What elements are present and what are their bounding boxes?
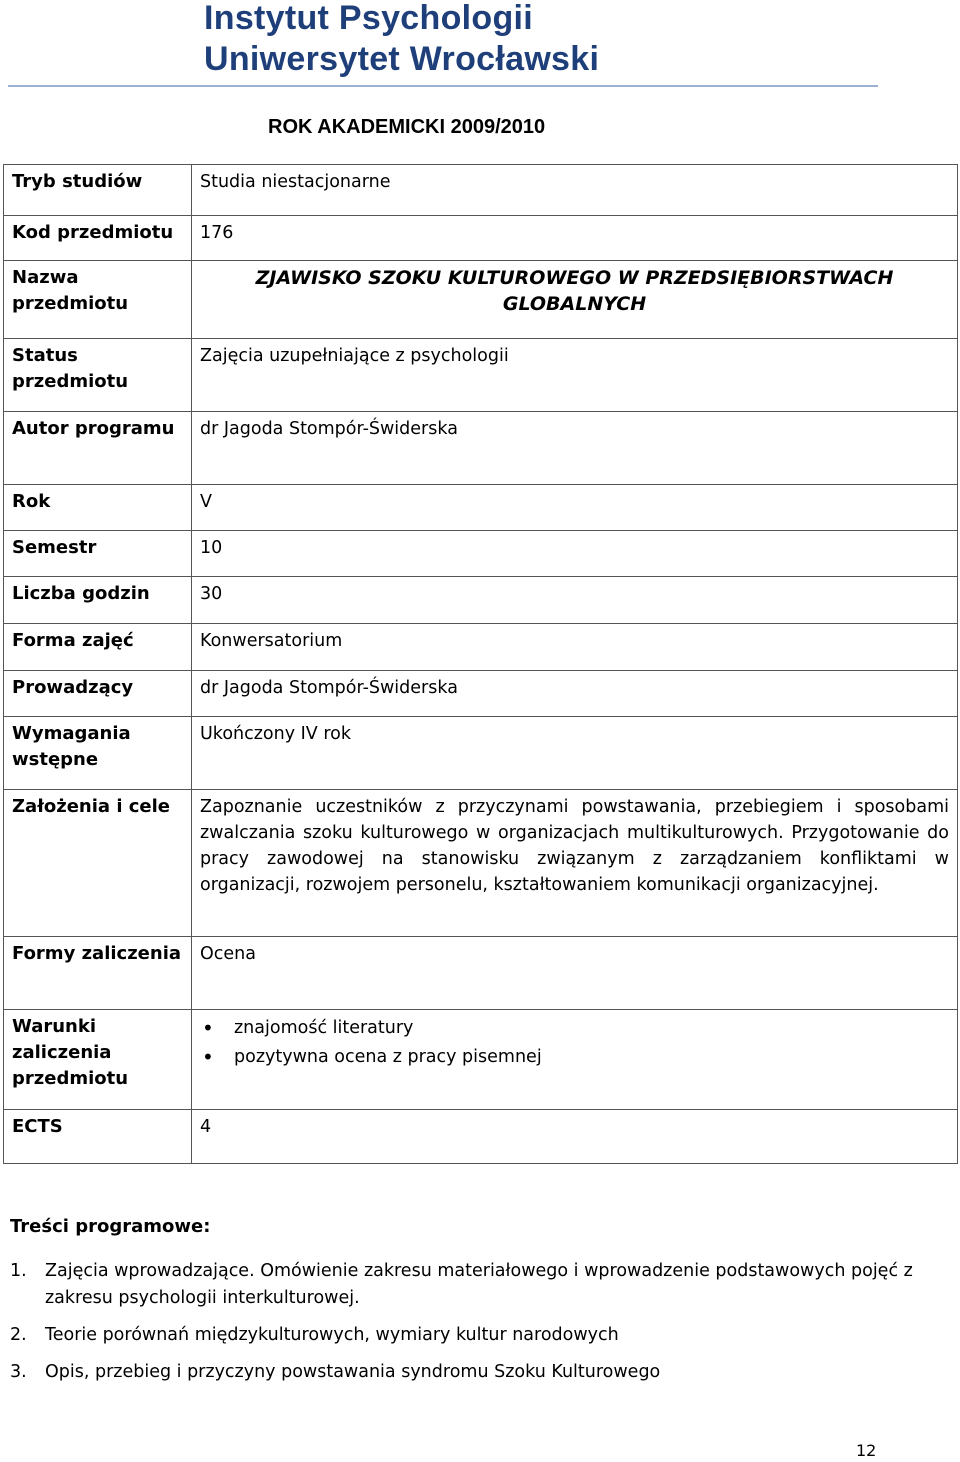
label-cele: Założenia i cele	[4, 790, 192, 937]
value-cele: Zapoznanie uczestników z przyczynami powstawania, przebiegiem i sposobami zwalczania szoku kulturowego w organizacjach multikulturowych. Przygotowanie do pracy zawodowej na stanowisku związanym z zarządzaniem konfliktami w organizacji, rozwojem personelu, kształtowaniem komunikacji organizacyjnej.	[192, 790, 958, 937]
value-ects: 4	[192, 1110, 958, 1164]
list-item: • pozytywna ocena z pracy pisemnej	[200, 1043, 949, 1072]
label-forma: Forma zajęć	[4, 624, 192, 671]
table-row	[4, 1010, 958, 1110]
value-prowadzacy: dr Jagoda Stompór-Świderska	[192, 671, 958, 717]
item-text: Teorie porównań międzykulturowych, wymiary kultur narodowych	[45, 1325, 619, 1345]
value-rok: V	[192, 485, 958, 531]
course-info-table	[3, 164, 958, 1164]
label-warunki: Warunki zaliczenia przedmiotu	[4, 1010, 192, 1110]
value-status: Zajęcia uzupełniające z psychologii	[192, 339, 958, 412]
value-kod: 176	[192, 216, 958, 261]
conditions-list	[200, 1014, 949, 1072]
table-row	[4, 165, 958, 216]
academic-year: ROK AKADEMICKI 2009/2010	[268, 116, 546, 138]
label-tryb: Tryb studiów	[4, 165, 192, 216]
institute-title	[204, 0, 599, 80]
label-semestr: Semestr	[4, 531, 192, 577]
label-godziny: Liczba godzin	[4, 577, 192, 624]
item-text: Zajęcia wprowadzające. Omówienie zakresu materiałowego i wprowadzenie podstawowych pojęć z zakresu psychologii interkulturowej.	[45, 1261, 913, 1308]
program-content-list	[10, 1258, 930, 1396]
table-row	[4, 790, 958, 937]
label-rok: Rok	[4, 485, 192, 531]
label-ects: ECTS	[4, 1110, 192, 1164]
table-row	[4, 671, 958, 717]
value-semestr: 10	[192, 531, 958, 577]
list-item	[10, 1322, 930, 1349]
list-item	[10, 1359, 930, 1386]
institute-title-line1: Instytut Psychologii	[204, 0, 534, 37]
label-kod: Kod przedmiotu	[4, 216, 192, 261]
table-row	[4, 485, 958, 531]
item-number: 1.	[10, 1261, 27, 1281]
label-formy: Formy zaliczenia	[4, 937, 192, 1010]
table-row	[4, 624, 958, 671]
table-row	[4, 412, 958, 485]
item-number: 2.	[10, 1325, 27, 1345]
table-row	[4, 937, 958, 1010]
program-content-heading: Treści programowe:	[10, 1216, 211, 1237]
label-status: Status przedmiotu	[4, 339, 192, 412]
table-row	[4, 717, 958, 790]
table-row	[4, 1110, 958, 1164]
table-row	[4, 339, 958, 412]
value-autor: dr Jagoda Stompór-Świderska	[192, 412, 958, 485]
item-text: Opis, przebieg i przyczyny powstawania syndromu Szoku Kulturowego	[45, 1362, 661, 1382]
value-wymagania: Ukończony IV rok	[192, 717, 958, 790]
table-row	[4, 531, 958, 577]
table-row	[4, 216, 958, 261]
value-forma: Konwersatorium	[192, 624, 958, 671]
value-godziny: 30	[192, 577, 958, 624]
label-autor: Autor programu	[4, 412, 192, 485]
subject-title: ZJAWISKO SZOKU KULTUROWEGO W PRZEDSIĘBIORSTWACH GLOBALNYCH	[192, 261, 958, 339]
table-row	[4, 577, 958, 624]
value-formy: Ocena	[192, 937, 958, 1010]
value-warunki	[192, 1010, 958, 1110]
list-item: • znajomość literatury	[200, 1014, 949, 1043]
table-row	[4, 261, 958, 339]
label-nazwa: Nazwa przedmiotu	[4, 261, 192, 339]
item-number: 3.	[10, 1362, 27, 1382]
list-item	[10, 1258, 930, 1312]
label-prowadzacy: Prowadzący	[4, 671, 192, 717]
label-wymagania: Wymagania wstępne	[4, 717, 192, 790]
value-tryb: Studia niestacjonarne	[192, 165, 958, 216]
header-divider	[8, 85, 878, 87]
institute-title-line2: Uniwersytet Wrocławski	[204, 40, 600, 78]
page-number: 12	[856, 1441, 877, 1460]
